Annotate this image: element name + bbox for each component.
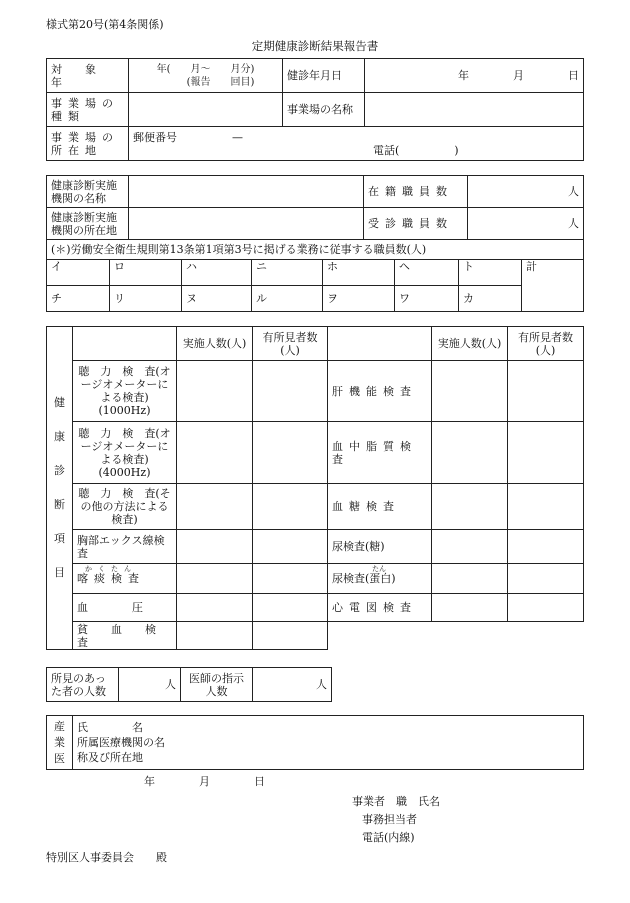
header-findings: 有所見者数(人) — [508, 327, 584, 361]
exec-count-field[interactable] — [177, 564, 253, 594]
form-number: 様式第20号(第4条関係) — [46, 18, 164, 31]
cat-cell[interactable]: ニ — [252, 260, 323, 286]
cat-cell[interactable]: ヌ — [182, 286, 252, 312]
findings-summary-table — [46, 667, 332, 702]
inst-name-label: 健康診断実施機関の名称 — [47, 176, 129, 208]
header-exec: 実施人数(人) — [177, 327, 253, 361]
exam-item-hearing-1000: 聴 力 検 査(オージオメーターによる検査)(1000Hz) — [73, 361, 177, 422]
findings-count-field[interactable] — [508, 564, 584, 594]
exec-count-field[interactable] — [432, 530, 508, 564]
target-year-label: 対 象 年 — [47, 59, 129, 93]
form-title: 定期健康診断結果報告書 — [251, 39, 379, 53]
cat-cell[interactable]: ヲ — [323, 286, 395, 312]
report-date[interactable]: 年 月 日 — [144, 775, 265, 788]
exec-count-field[interactable] — [177, 622, 253, 650]
address-label: 事業場の所在地 — [47, 127, 129, 161]
findings-count-field[interactable] — [508, 530, 584, 564]
cat-cell[interactable]: ハ — [182, 260, 252, 286]
exam-date-field[interactable]: 年 月 日 — [365, 59, 584, 93]
exec-count-field[interactable] — [432, 564, 508, 594]
exam-items-table — [46, 326, 584, 650]
cat-cell[interactable]: ロ — [110, 260, 182, 286]
exam-item-urine-protein: たん 尿検査(蛋白) — [328, 564, 432, 594]
findings-count-field[interactable] — [253, 622, 328, 650]
inst-name-field[interactable] — [129, 176, 364, 208]
exam-item-hearing-4000: 聴 力 検 査(オージオメーターによる検査)(4000Hz) — [73, 422, 177, 484]
exam-item-sputum: かくたん 喀痰検査 — [73, 564, 177, 594]
doctor-instruction-field[interactable]: 人 — [253, 668, 332, 702]
special-work-table — [46, 239, 584, 312]
findings-count-field[interactable] — [253, 564, 328, 594]
findings-count-field[interactable] — [508, 361, 584, 422]
addressee: 特別区人事委員会 殿 — [46, 851, 167, 864]
with-findings-field[interactable]: 人 — [119, 668, 181, 702]
exec-count-field[interactable] — [432, 594, 508, 622]
total-cell[interactable]: 計 — [522, 260, 584, 312]
industrial-physician-field[interactable]: 氏 名 所属医療機関の名称及び所在地 — [73, 716, 584, 770]
cat-cell[interactable]: ヘ — [395, 260, 459, 286]
exam-items-side-label: 健 康 診 断 項 目 — [47, 327, 73, 650]
inst-addr-label: 健康診断実施機関の所在地 — [47, 208, 129, 240]
exec-count-field[interactable] — [177, 484, 253, 530]
header-exec: 実施人数(人) — [432, 327, 508, 361]
exec-count-field[interactable] — [432, 422, 508, 484]
address-field[interactable]: 郵便番号 — 電話( ) — [129, 127, 584, 161]
staff-phone[interactable]: 電話(内線) — [362, 831, 415, 844]
findings-count-field[interactable] — [508, 594, 584, 622]
enrolled-field[interactable]: 人 — [468, 176, 584, 208]
exam-item-chest-xray: 胸部エックス線検査 — [73, 530, 177, 564]
staff-name[interactable]: 事務担当者 — [362, 813, 417, 826]
business-info-table — [46, 58, 584, 161]
findings-count-field[interactable] — [253, 422, 328, 484]
institution-table — [46, 175, 584, 240]
exec-count-field[interactable] — [432, 484, 508, 530]
findings-count-field[interactable] — [508, 484, 584, 530]
findings-count-field[interactable] — [253, 594, 328, 622]
exam-item-urine-sugar: 尿検査(糖) — [328, 530, 432, 564]
business-name-label: 事業場の名称 — [283, 93, 365, 127]
special-work-label: (＊)労働安全衛生規則第13条第1項第3号に掲げる業務に従事する職員数(人) — [47, 240, 584, 260]
findings-count-field[interactable] — [508, 422, 584, 484]
exam-item-ecg: 心電図検査 — [328, 594, 432, 622]
findings-count-field[interactable] — [253, 530, 328, 564]
cat-cell[interactable]: リ — [110, 286, 182, 312]
business-type-field[interactable] — [129, 93, 283, 127]
exam-item-anemia: 貧 血 検 査 — [73, 622, 177, 650]
examined-label: 受診職員数 — [364, 208, 468, 240]
target-year-field[interactable]: 年( 月～ 月分) (報告 回目) — [129, 59, 283, 93]
exec-count-field[interactable] — [177, 361, 253, 422]
enrolled-label: 在籍職員数 — [364, 176, 468, 208]
examined-field[interactable]: 人 — [468, 208, 584, 240]
cat-cell[interactable]: ル — [252, 286, 323, 312]
exec-count-field[interactable] — [177, 422, 253, 484]
cat-cell[interactable]: イ — [47, 260, 110, 286]
exec-count-field[interactable] — [432, 361, 508, 422]
exec-count-field[interactable] — [177, 530, 253, 564]
business-name-field[interactable] — [365, 93, 584, 127]
exam-item-liver: 肝機能検査 — [328, 361, 432, 422]
exam-item-blood-pressure: 血 圧 — [73, 594, 177, 622]
header-findings: 有所見者数(人) — [253, 327, 328, 361]
inst-addr-field[interactable] — [129, 208, 364, 240]
exec-count-field[interactable] — [177, 594, 253, 622]
cat-cell[interactable]: ワ — [395, 286, 459, 312]
cat-cell[interactable]: カ — [459, 286, 522, 312]
findings-count-field[interactable] — [253, 361, 328, 422]
with-findings-label: 所見のあった者の人数 — [47, 668, 119, 702]
findings-count-field[interactable] — [253, 484, 328, 530]
industrial-physician-table — [46, 715, 584, 770]
cat-cell[interactable]: チ — [47, 286, 110, 312]
employer-name[interactable]: 事業者 職 氏名 — [352, 795, 440, 808]
exam-date-label: 健診年月日 — [283, 59, 365, 93]
doctor-instruction-label: 医師の指示人数 — [181, 668, 253, 702]
exam-item-lipid: 血中脂質検査 — [328, 422, 432, 484]
exam-item-glucose: 血糖検査 — [328, 484, 432, 530]
business-type-label: 事業場の種類 — [47, 93, 129, 127]
cat-cell[interactable]: ト — [459, 260, 522, 286]
exam-item-hearing-other: 聴 力 検 査(その他の方法による検査) — [73, 484, 177, 530]
industrial-physician-label: 産 業 医 — [47, 716, 73, 770]
cat-cell[interactable]: ホ — [323, 260, 395, 286]
